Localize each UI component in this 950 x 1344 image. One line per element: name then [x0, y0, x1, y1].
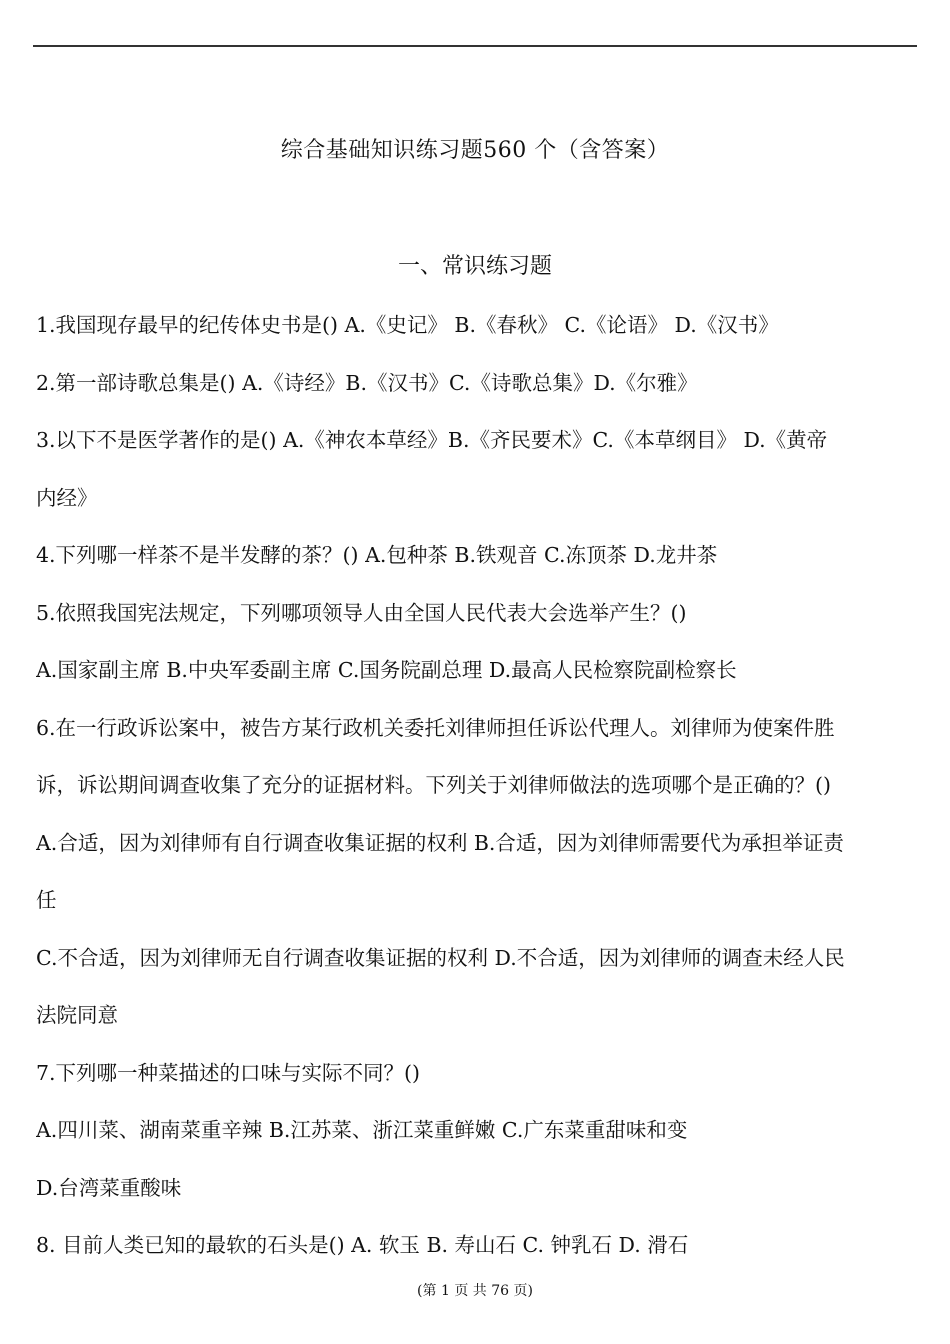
text-line: 1.我国现存最早的纪传体史书是() A.《史记》 B.《春秋》 C.《论语》 D.《汉书》	[36, 313, 779, 337]
text-line: 3.以下不是医学著作的是() A.《神农本草经》B.《齐民要术》C.《本草纲目》 D.《黄帝	[36, 428, 828, 452]
text-line: A.合适，因为刘律师有自行调查收集证据的权利 B.合适，因为刘律师需要代为承担举证责	[36, 830, 844, 855]
text-line: 任	[36, 888, 57, 912]
text-line: 2.第一部诗歌总集是() A.《诗经》B.《汉书》C.《诗歌总集》D.《尔雅》	[36, 370, 698, 395]
text-line: 诉，诉讼期间调查收集了充分的证据材料。下列关于刘律师做法的选项哪个是正确的？()	[36, 773, 831, 797]
text-line: 法院同意	[36, 1003, 118, 1027]
text-line: A.国家副主席 B.中央军委副主席 C.国务院副总理 D.最高人民检察院副检察长	[36, 658, 737, 682]
section-heading: 一、常识练习题	[397, 254, 552, 279]
question-body	[36, 305, 920, 1283]
text-line: 5.依照我国宪法规定，下列哪项领导人由全国人民代表大会选举产生？()	[36, 600, 687, 625]
text-line: A.四川菜、湖南菜重辛辣 B.江苏菜、浙江菜重鲜嫩 C.广东菜重甜味和变	[36, 1118, 688, 1142]
header-rule	[33, 45, 917, 47]
text-line: 内经》	[36, 485, 98, 510]
text-line: 8. 目前人类已知的最软的石头是() A. 软玉 B. 寿山石 C. 钟乳石 D. 滑石	[36, 1233, 689, 1257]
text-line: 7.下列哪一种菜描述的口味与实际不同？()	[36, 1060, 421, 1085]
text-line: 4.下列哪一样茶不是半发酵的茶？() A.包种茶 B.铁观音 C.冻顶茶 D.龙井茶	[36, 543, 718, 567]
text-line: D.台湾菜重酸味	[36, 1175, 182, 1200]
text-line: 6.在一行政诉讼案中，被告方某行政机关委托刘律师担任诉讼代理人。刘律师为使案件胜	[36, 715, 835, 740]
document-title: 综合基础知识练习题560 个（含答案）	[280, 138, 670, 163]
page-number-footer: (第 1 页 共 76 页)	[417, 1283, 533, 1299]
text-line: C.不合适，因为刘律师无自行调查收集证据的权利 D.不合适，因为刘律师的调查未经人民	[36, 945, 845, 970]
